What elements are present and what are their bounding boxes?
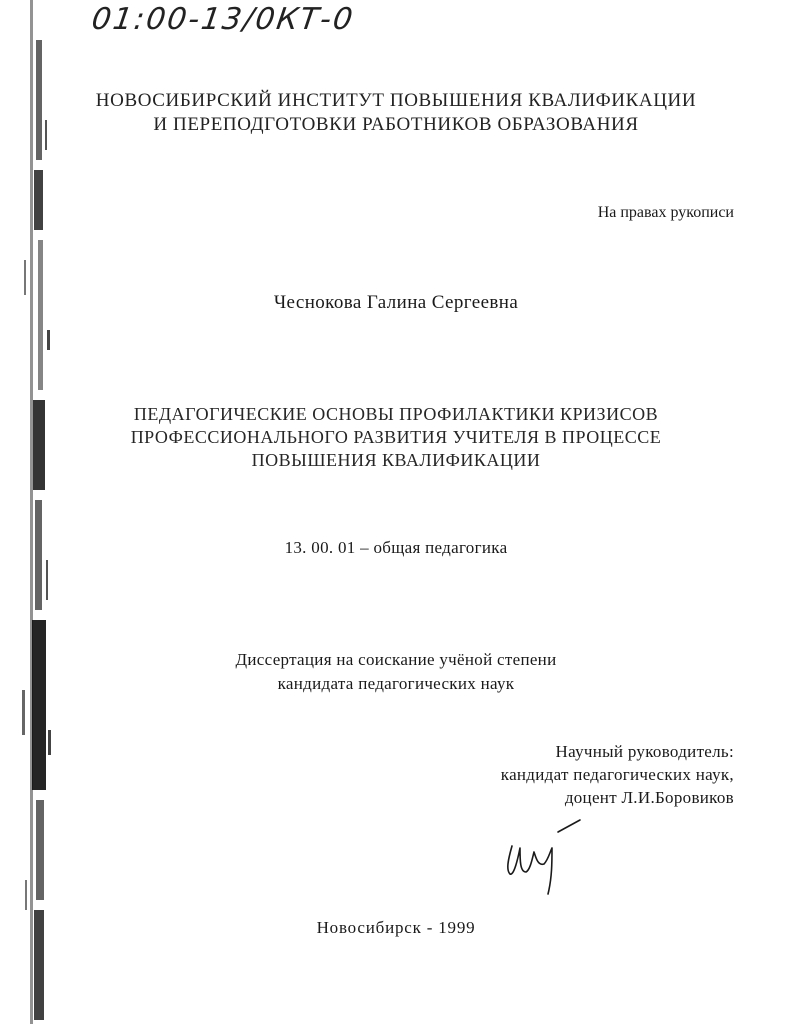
specialty-code: 13. 00. 01 – общая педагогика bbox=[284, 538, 508, 557]
dissertation-title-line2: ПРОФЕССИОНАЛЬНОГО РАЗВИТИЯ УЧИТЕЛЯ В ПРОЦЕССЕ bbox=[130, 427, 662, 447]
advisor-heading: Научный руководитель: bbox=[555, 742, 734, 761]
scan-edge-noise bbox=[0, 0, 62, 1024]
handwritten-signature bbox=[500, 818, 590, 900]
dissertation-title-line3: ПОВЫШЕНИЯ КВАЛИФИКАЦИИ bbox=[251, 450, 541, 470]
advisor-degree: кандидат педагогических наук, bbox=[500, 765, 734, 784]
advisor-name: доцент Л.И.Боровиков bbox=[564, 788, 734, 807]
author-name: Чеснокова Галина Сергеевна bbox=[273, 292, 519, 313]
city-year: Новосибирск - 1999 bbox=[316, 918, 476, 937]
archive-number: 01:00-13/0КТ-0 bbox=[89, 2, 357, 37]
institute-name-line2: И ПЕРЕПОДГОТОВКИ РАБОТНИКОВ ОБРАЗОВАНИЯ bbox=[153, 114, 639, 135]
institute-name-line1: НОВОСИБИРСКИЙ ИНСТИТУТ ПОВЫШЕНИЯ КВАЛИФИКАЦИИ bbox=[95, 90, 697, 111]
dissertation-title-line1: ПЕДАГОГИЧЕСКИЕ ОСНОВЫ ПРОФИЛАКТИКИ КРИЗИСОВ bbox=[133, 404, 659, 424]
rights-note: На правах рукописи bbox=[597, 204, 734, 221]
degree-line2: кандидата педагогических наук bbox=[277, 674, 515, 693]
degree-line1: Диссертация на соискание учёной степени bbox=[235, 650, 557, 669]
